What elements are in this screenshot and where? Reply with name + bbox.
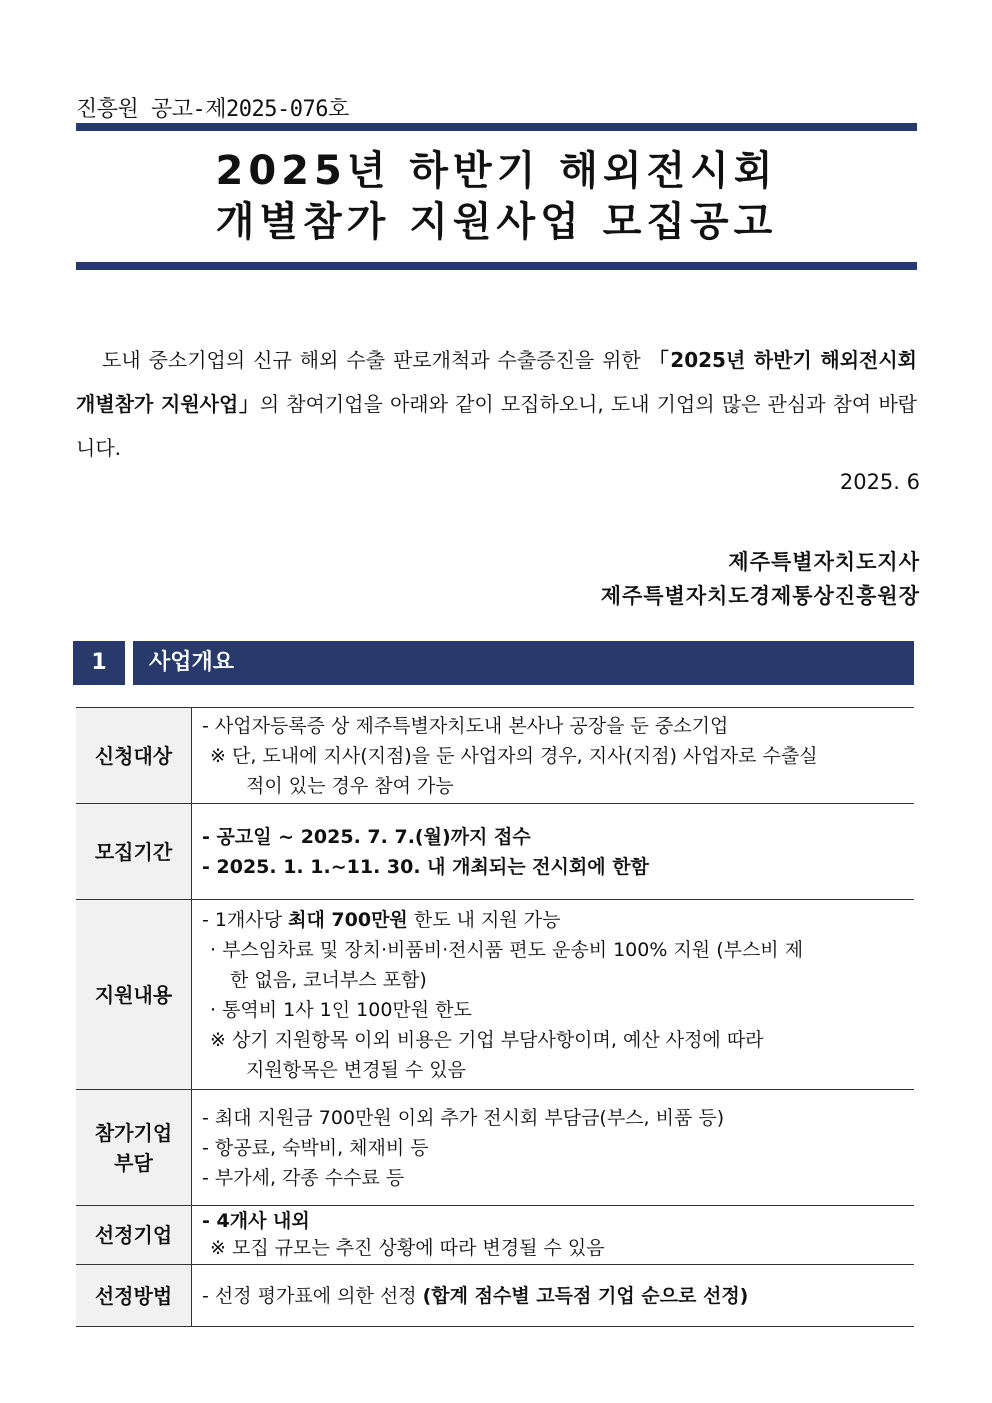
page-title-line1: 2025년 하반기 해외전시회 [215,148,778,194]
signatory-agency-head: 제주특별자치도경제통상진흥원장 [600,584,920,608]
row-header-burden: 참가기업 부담 [76,1090,192,1206]
row-header-selection-count: 선정기업 [76,1206,192,1265]
intro-paragraph [76,338,917,470]
content-line: - 부가세, 각종 수수료 등 [202,1166,405,1189]
content-line: 지원항목은 변경될 수 있음 [246,1058,467,1081]
content-line: - 선정 평가표에 의한 선정 (합계 점수별 고득점 기업 순으로 선정) [202,1284,749,1307]
overview-table [76,707,914,1327]
table-row [76,804,914,900]
title-bottom-rule [76,262,917,270]
row-header-support: 지원내용 [76,900,192,1090]
content-note: ※ 상기 지원항목 이외 비용은 기업 부담사항이며, 예산 사정에 따라 [210,1028,764,1051]
row-content-period [192,804,915,900]
content-line: - 1개사당 최대 700만원 한도 내 지원 가능 [202,908,561,931]
row-content-applicant [192,708,915,804]
notice-date: 2025. 6 [839,470,920,494]
page-title-line2: 개별참가 지원사업 모집공고 [215,199,778,245]
content-line: · 통역비 1사 1인 100만원 한도 [210,998,472,1021]
content-line: - 사업자등록증 상 제주특별자치도내 본사나 공장을 둔 중소기업 [202,714,729,737]
content-line: · 부스임차료 및 장치·비품비·전시품 편도 운송비 100% 지원 (부스비 제 [210,938,804,961]
row-content-support [192,900,915,1090]
content-line: 한 없음, 코너부스 포함) [230,968,427,991]
content-line: 적이 있는 경우 참여 가능 [246,774,454,797]
signatory-governor: 제주특별자치도지사 [728,550,920,574]
row-header-applicant: 신청대상 [76,708,192,804]
table-row [76,1265,914,1327]
row-header-period: 모집기간 [76,804,192,900]
content-line: - 2025. 1. 1.~11. 30. 내 개최되는 전시회에 한함 [202,855,649,878]
table-row [76,1206,914,1265]
content-line: - 항공료, 숙박비, 체재비 등 [202,1136,429,1159]
table-row [76,900,914,1090]
section-number: 1 [73,641,125,685]
section-title: 사업개요 [133,641,914,685]
title-top-rule [76,123,917,131]
content-line: - 4개사 내외 [202,1210,310,1232]
intro-text-1: 도내 중소기업의 신규 해외 수출 판로개척과 수출증진을 위한 [102,348,649,372]
max-amount: 최대 700만원 [288,908,408,931]
section-header [73,641,914,685]
selection-criteria: (합계 점수별 고득점 기업 순으로 선정) [422,1284,749,1307]
intro-text-2: 의 참여기업을 아래와 같이 모집하오니, 도내 기업의 많은 관심과 참여 바랍니다. [76,392,918,460]
table-row [76,1090,914,1206]
row-header-selection-method: 선정방법 [76,1265,192,1327]
intro-program-name: 「2025년 하반기 해외전시회 개별참가 지원사업」 [76,348,917,416]
notice-number: 진흥원 공고-제2025-076호 [76,97,349,122]
content-line: - 공고일 ~ 2025. 7. 7.(월)까지 접수 [202,825,531,848]
table-row [76,708,914,804]
row-content-selection-method [192,1265,915,1327]
row-content-burden [192,1090,915,1206]
content-line: - 최대 지원금 700만원 이외 추가 전시회 부담금(부스, 비품 등) [202,1106,725,1129]
content-note: ※ 단, 도내에 지사(지점)을 둔 사업자의 경우, 지사(지점) 사업자로 수출실 [210,744,818,767]
row-content-selection-count [192,1206,915,1265]
content-note: ※ 모집 규모는 추진 상황에 따라 변경될 수 있음 [210,1237,605,1259]
